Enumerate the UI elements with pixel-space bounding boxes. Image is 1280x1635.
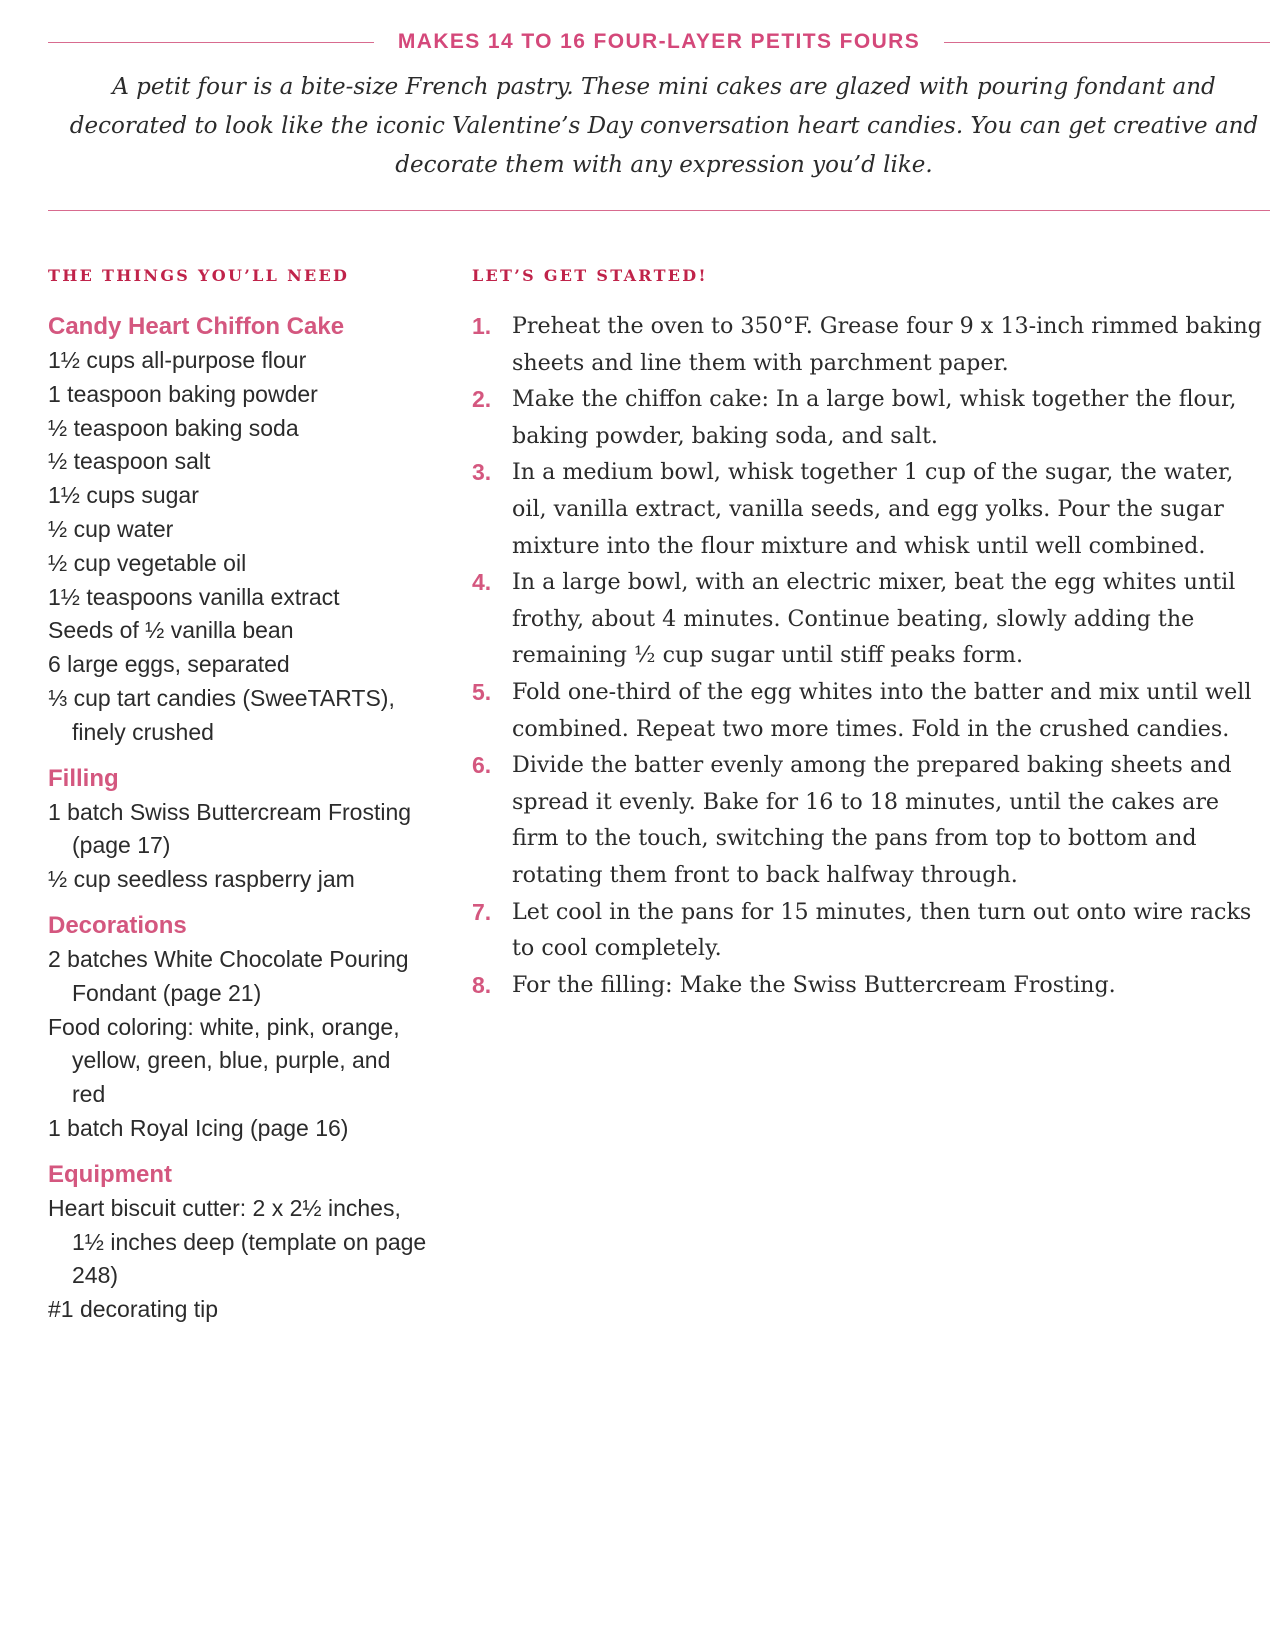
section-title-decorations: Decorations bbox=[48, 911, 187, 939]
step-text: Divide the batter evenly among the prepared baking sheets and spread it evenly. Bake for 16 to 18 minutes, until the cakes are firm to the touch, switching the pans from top to bottom and rotating them front to back halfway through. bbox=[512, 752, 1232, 888]
section-title-filling: Filling bbox=[48, 764, 119, 792]
ingredient-item: 2 batches White Chocolate Pouring Fondant (page 21) bbox=[48, 945, 409, 1006]
step-item bbox=[472, 454, 1272, 564]
ingredient-item: 1 batch Swiss Buttercream Frosting (page 17) bbox=[48, 798, 412, 859]
step-item bbox=[472, 308, 1272, 381]
method-column bbox=[472, 262, 1272, 1003]
section-title-chiffon-cake: Candy Heart Chiffon Cake bbox=[48, 313, 345, 340]
ingredient-item: Heart biscuit cutter: 2 x 2½ inches, 1½ inches deep (template on page 248) bbox=[48, 1194, 427, 1289]
step-text: Preheat the oven to 350°F. Grease four 9 x 13-inch rimmed baking sheets and line them with parchment paper. bbox=[512, 313, 1262, 376]
yield-text: MAKES 14 TO 16 FOUR-LAYER PETITS FOURS bbox=[397, 30, 921, 53]
ingredient-item: ½ cup seedless raspberry jam bbox=[48, 866, 355, 893]
step-text: In a medium bowl, whisk together 1 cup of the sugar, the water, oil, vanilla extract, vanilla seeds, and egg yolks. Pour the sugar mixture into the flour mixture and whisk until well combined. bbox=[512, 459, 1234, 559]
step-number: 1. bbox=[472, 313, 492, 339]
ingredient-item: ½ cup water bbox=[48, 515, 174, 542]
step-number: 5. bbox=[472, 678, 492, 705]
ingredient-item: Seeds of ½ vanilla bean bbox=[48, 617, 294, 644]
yield-rule-left bbox=[48, 42, 374, 43]
method-heading: LET’S GET STARTED! bbox=[472, 266, 708, 285]
step-text: In a large bowl, with an electric mixer, beat the egg whites until frothy, about 4 minutes. Continue beating, slowly adding the remaining ½ cup sugar until stiff peaks form. bbox=[512, 569, 1236, 669]
equipment-list bbox=[48, 1192, 428, 1327]
intro-paragraph: A petit four is a bite-size French pastry. These mini cakes are glazed with pouring fondant and decorated to look like the iconic Valentine’s Day conversation heart candies. You can get creative and decorate them with any expression you’d like. bbox=[69, 74, 1259, 178]
ingredient-item: 6 large eggs, separated bbox=[48, 651, 290, 678]
ingredient-item: ⅓ cup tart candies (SweeTARTS), finely crushed bbox=[48, 684, 395, 745]
chiffon-cake-list bbox=[48, 344, 428, 750]
step-text: Make the chiffon cake: In a large bowl, whisk together the flour, baking powder, baking soda, and salt. bbox=[512, 386, 1237, 449]
step-number: 2. bbox=[472, 386, 492, 413]
steps-list bbox=[472, 308, 1272, 1003]
step-text: Let cool in the pans for 15 minutes, then turn out onto wire racks to cool completely. bbox=[512, 898, 1252, 962]
step-number: 6. bbox=[472, 752, 492, 779]
ingredient-item: ½ teaspoon salt bbox=[48, 448, 211, 475]
step-item bbox=[472, 894, 1272, 967]
intro-divider bbox=[48, 210, 1270, 211]
ingredient-item: #1 decorating tip bbox=[48, 1296, 219, 1323]
ingredient-item: ½ teaspoon baking soda bbox=[48, 414, 299, 441]
step-number: 4. bbox=[472, 569, 492, 596]
step-item bbox=[472, 967, 1272, 1004]
ingredient-item: ½ cup vegetable oil bbox=[48, 549, 247, 576]
ingredient-item: 1½ cups all-purpose flour bbox=[48, 347, 307, 373]
ingredient-item: 1 teaspoon baking powder bbox=[48, 380, 318, 407]
ingredients-heading: THE THINGS YOU’LL NEED bbox=[48, 266, 350, 285]
step-number: 8. bbox=[472, 971, 492, 998]
step-text: Fold one-third of the egg whites into the batter and mix until well combined. Repeat two more times. Fold in the crushed candies. bbox=[512, 678, 1252, 742]
ingredient-item: Food coloring: white, pink, orange, yellow, green, blue, purple, and red bbox=[48, 1013, 400, 1108]
ingredient-item: 1½ teaspoons vanilla extract bbox=[48, 583, 340, 610]
filling-list bbox=[48, 796, 428, 897]
section-title-equipment: Equipment bbox=[48, 1160, 172, 1188]
ingredients-column bbox=[48, 262, 428, 1327]
ingredient-item: 1 batch Royal Icing (page 16) bbox=[48, 1114, 349, 1141]
step-item bbox=[472, 747, 1272, 893]
step-text: For the filling: Make the Swiss Buttercream Frosting. bbox=[512, 971, 1116, 998]
step-item bbox=[472, 564, 1272, 674]
yield-rule-right bbox=[944, 42, 1270, 43]
step-number: 3. bbox=[472, 459, 492, 486]
yield-banner bbox=[48, 26, 1270, 58]
step-item bbox=[472, 381, 1272, 454]
step-number: 7. bbox=[472, 898, 492, 925]
ingredient-item: 1½ cups sugar bbox=[48, 482, 199, 509]
decorations-list bbox=[48, 943, 428, 1146]
step-item bbox=[472, 674, 1272, 747]
